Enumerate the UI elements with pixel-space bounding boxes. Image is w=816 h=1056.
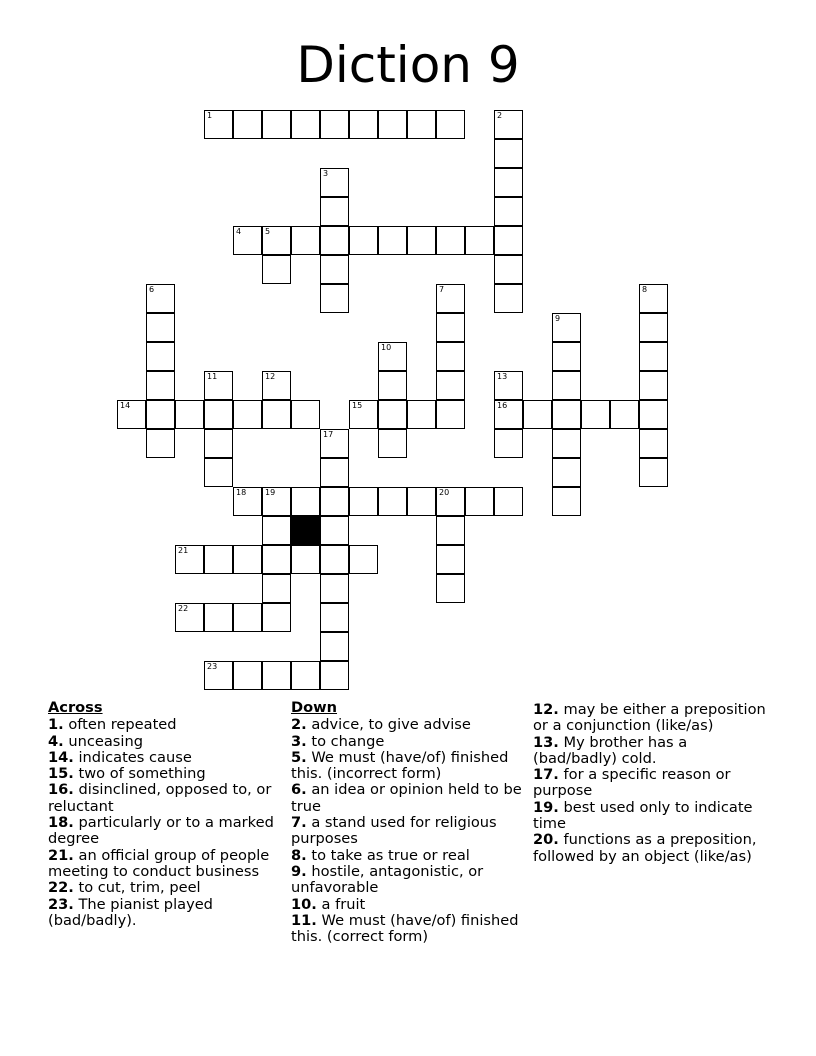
clue-number: 16.	[48, 781, 74, 799]
grid-cell[interactable]	[204, 545, 233, 574]
clue-text: a stand used for religious purposes	[291, 814, 497, 848]
clue-number: 10.	[291, 895, 317, 913]
across-heading: Across	[48, 699, 103, 716]
clue-number: 11.	[291, 911, 317, 929]
clue-number: 15.	[48, 765, 74, 783]
grid-cell[interactable]	[378, 400, 407, 429]
cell-number: 5	[265, 227, 271, 236]
clue-text: particularly or to a marked degree	[48, 814, 274, 848]
grid-cell[interactable]	[262, 487, 291, 516]
grid-cell[interactable]	[465, 226, 494, 255]
grid-cell[interactable]	[552, 342, 581, 371]
clue-number: 3.	[291, 732, 307, 750]
grid-cell[interactable]	[494, 110, 523, 139]
grid-cell[interactable]	[639, 284, 668, 313]
grid-cell[interactable]	[320, 458, 349, 487]
grid-cell[interactable]	[610, 400, 639, 429]
grid-cell[interactable]	[581, 400, 610, 429]
grid-cell[interactable]	[175, 545, 204, 574]
grid-cell[interactable]	[146, 429, 175, 458]
grid-cell[interactable]	[552, 400, 581, 429]
grid-cell[interactable]	[494, 429, 523, 458]
down-clues	[291, 700, 526, 945]
grid-cell[interactable]	[494, 197, 523, 226]
clue-number: 5.	[291, 748, 307, 766]
grid-cell[interactable]	[494, 139, 523, 168]
grid-cell[interactable]	[320, 197, 349, 226]
grid-cell[interactable]	[407, 110, 436, 139]
grid-cell[interactable]	[320, 226, 349, 255]
clue-text: for a specific reason or purpose	[533, 766, 731, 800]
grid-cell[interactable]	[320, 110, 349, 139]
clue-number: 22.	[48, 879, 74, 897]
clue-8	[291, 848, 526, 864]
grid-cell[interactable]	[204, 400, 233, 429]
grid-cell[interactable]	[494, 400, 523, 429]
clue-number: 2.	[291, 716, 307, 734]
grid-cell[interactable]	[436, 400, 465, 429]
grid-cell[interactable]	[233, 545, 262, 574]
clue-text: hostile, antagonistic, or unfavorable	[291, 862, 484, 897]
grid-cell[interactable]	[436, 487, 465, 516]
grid-cell[interactable]	[378, 487, 407, 516]
cell-number: 12	[265, 372, 276, 381]
clue-number: 7.	[291, 814, 307, 832]
grid-cell[interactable]	[436, 371, 465, 400]
grid-cell[interactable]	[204, 429, 233, 458]
grid-cell[interactable]	[262, 255, 291, 284]
grid-cell[interactable]	[291, 545, 320, 574]
grid-cell[interactable]	[320, 574, 349, 603]
cell-number: 6	[149, 285, 155, 294]
cell-number: 16	[497, 401, 508, 410]
clue-13	[533, 735, 768, 768]
cell-number: 8	[642, 285, 648, 294]
grid-cell[interactable]	[262, 574, 291, 603]
grid-cell[interactable]	[552, 371, 581, 400]
grid-cell[interactable]	[494, 284, 523, 313]
clue-number: 19.	[533, 798, 559, 816]
grid-cell[interactable]	[349, 110, 378, 139]
grid-cell[interactable]	[465, 487, 494, 516]
clue-text: unceasing	[63, 732, 143, 750]
grid-cell[interactable]	[523, 400, 552, 429]
clue-3	[291, 734, 526, 750]
grid-cell[interactable]	[262, 400, 291, 429]
grid-cell[interactable]	[407, 400, 436, 429]
clue-text: to take as true or real	[306, 846, 470, 864]
grid-cell[interactable]	[639, 371, 668, 400]
grid-cell[interactable]	[494, 255, 523, 284]
grid-cell[interactable]	[146, 284, 175, 313]
cell-number: 22	[178, 604, 189, 613]
cell-number: 1	[207, 111, 213, 120]
grid-cell[interactable]	[175, 603, 204, 632]
grid-cell[interactable]	[320, 516, 349, 545]
grid-cell[interactable]	[262, 110, 291, 139]
grid-cell[interactable]	[552, 313, 581, 342]
across-clues	[48, 700, 283, 929]
clue-9	[291, 864, 526, 897]
grid-cell[interactable]	[349, 400, 378, 429]
grid-cell[interactable]	[436, 516, 465, 545]
clue-4	[48, 734, 283, 750]
grid-cell[interactable]	[233, 110, 262, 139]
clue-number: 9.	[291, 862, 307, 880]
clue-10	[291, 897, 526, 913]
grid-cell[interactable]	[204, 603, 233, 632]
clue-text: We must (have/of) finished this. (incorrect form)	[291, 748, 509, 783]
clue-text: two of something	[73, 765, 206, 783]
clue-16	[48, 782, 283, 815]
clue-14	[48, 750, 283, 766]
clue-2	[291, 717, 526, 733]
grid-cell[interactable]	[146, 371, 175, 400]
grid-cell[interactable]	[204, 110, 233, 139]
clue-number: 4.	[48, 732, 64, 750]
clue-21	[48, 848, 283, 881]
clue-number: 23.	[48, 895, 74, 913]
grid-cell[interactable]	[494, 168, 523, 197]
clue-text: a fruit	[316, 895, 366, 913]
grid-cell[interactable]	[320, 632, 349, 661]
clue-text: indicates cause	[73, 748, 192, 766]
clue-text: to change	[306, 732, 385, 750]
clue-19	[533, 800, 768, 833]
grid-cell[interactable]	[436, 545, 465, 574]
grid-cell[interactable]	[233, 400, 262, 429]
grid-cell[interactable]	[262, 603, 291, 632]
grid-cell[interactable]	[320, 545, 349, 574]
grid-cell[interactable]	[291, 661, 320, 690]
grid-cell[interactable]	[291, 400, 320, 429]
grid-cell[interactable]	[117, 400, 146, 429]
grid-cell[interactable]	[320, 603, 349, 632]
grid-cell[interactable]	[291, 226, 320, 255]
grid-cell[interactable]	[262, 371, 291, 400]
grid-cell[interactable]	[233, 226, 262, 255]
grid-cell[interactable]	[291, 110, 320, 139]
clue-number: 6.	[291, 781, 307, 799]
grid-cell[interactable]	[378, 342, 407, 371]
cell-number: 11	[207, 372, 218, 381]
grid-cell[interactable]	[320, 168, 349, 197]
clue-text: may be either a preposition or a conjunction (like/as)	[533, 701, 766, 735]
grid-cell[interactable]	[639, 400, 668, 429]
grid-cell[interactable]	[378, 110, 407, 139]
clue-20	[533, 832, 768, 865]
grid-cell[interactable]	[146, 313, 175, 342]
grid-cell[interactable]	[320, 661, 349, 690]
clue-number: 20.	[533, 831, 559, 849]
cell-number: 9	[555, 314, 561, 323]
grid-cell[interactable]	[494, 226, 523, 255]
clue-1	[48, 717, 283, 733]
grid-cell[interactable]	[552, 429, 581, 458]
cell-number: 15	[352, 401, 363, 410]
cell-number: 21	[178, 546, 189, 555]
clue-23	[48, 897, 283, 930]
grid-cell[interactable]	[436, 574, 465, 603]
grid-cell[interactable]	[639, 313, 668, 342]
cell-number: 7	[439, 285, 445, 294]
grid-cell[interactable]	[320, 429, 349, 458]
grid-cell[interactable]	[494, 487, 523, 516]
grid-cell[interactable]	[436, 342, 465, 371]
clue-22	[48, 880, 283, 896]
cell-number: 19	[265, 488, 276, 497]
puzzle-title: Diction 9	[296, 36, 520, 94]
grid-cell[interactable]	[262, 661, 291, 690]
clue-text: an idea or opinion held to be true	[291, 781, 522, 815]
clue-number: 21.	[48, 846, 74, 864]
clue-number: 1.	[48, 716, 64, 734]
clue-text: advice, to give advise	[306, 716, 471, 734]
grid-cell[interactable]	[378, 429, 407, 458]
clue-18	[48, 815, 283, 848]
grid-cell[interactable]	[639, 458, 668, 487]
cell-number: 18	[236, 488, 247, 497]
grid-cell[interactable]	[320, 255, 349, 284]
grid-cell[interactable]	[262, 226, 291, 255]
clue-number: 17.	[533, 766, 559, 784]
grid-cell[interactable]	[291, 487, 320, 516]
black-square	[291, 516, 320, 545]
grid-cell[interactable]	[204, 371, 233, 400]
grid-cell[interactable]	[262, 516, 291, 545]
clue-15	[48, 766, 283, 782]
clue-text: best used only to indicate time	[533, 798, 753, 833]
clue-12	[533, 702, 768, 735]
clue-text: functions as a preposition, followed by an object (like/as)	[533, 831, 757, 865]
clue-6	[291, 782, 526, 815]
clue-5	[291, 750, 526, 783]
grid-cell[interactable]	[407, 226, 436, 255]
grid-cell[interactable]	[233, 487, 262, 516]
grid-cell[interactable]	[204, 661, 233, 690]
grid-cell[interactable]	[175, 400, 204, 429]
grid-cell[interactable]	[349, 226, 378, 255]
cell-number: 2	[497, 111, 503, 120]
grid-cell[interactable]	[552, 487, 581, 516]
clue-7	[291, 815, 526, 848]
clue-number: 13.	[533, 733, 559, 751]
clue-text: My brother has a (bad/badly) cold.	[533, 733, 688, 767]
cell-number: 23	[207, 662, 218, 671]
clue-text: The pianist played (bad/badly).	[48, 895, 213, 929]
clue-17	[533, 767, 768, 800]
grid-cell[interactable]	[320, 487, 349, 516]
grid-cell[interactable]	[639, 342, 668, 371]
grid-cell[interactable]	[436, 110, 465, 139]
grid-cell[interactable]	[233, 603, 262, 632]
grid-cell[interactable]	[146, 342, 175, 371]
clue-11	[291, 913, 526, 946]
grid-cell[interactable]	[349, 545, 378, 574]
cell-number: 4	[236, 227, 242, 236]
cell-number: 13	[497, 372, 508, 381]
clue-text: disinclined, opposed to, or reluctant	[48, 781, 272, 815]
grid-cell[interactable]	[204, 458, 233, 487]
clue-text: an official group of people meeting to conduct business	[48, 846, 270, 880]
grid-cell[interactable]	[639, 429, 668, 458]
clue-number: 18.	[48, 814, 74, 832]
cell-number: 17	[323, 430, 334, 439]
grid-cell[interactable]	[407, 487, 436, 516]
cell-number: 3	[323, 169, 329, 178]
cell-number: 14	[120, 401, 131, 410]
cell-number: 20	[439, 488, 450, 497]
grid-cell[interactable]	[436, 226, 465, 255]
grid-cell[interactable]	[378, 371, 407, 400]
grid-cell[interactable]	[233, 661, 262, 690]
clue-text: to cut, trim, peel	[73, 879, 201, 897]
grid-cell[interactable]	[436, 313, 465, 342]
grid-cell[interactable]	[436, 284, 465, 313]
grid-cell[interactable]	[349, 487, 378, 516]
grid-cell[interactable]	[262, 545, 291, 574]
grid-cell[interactable]	[320, 284, 349, 313]
grid-cell[interactable]	[552, 458, 581, 487]
clue-number: 8.	[291, 846, 307, 864]
down-heading: Down	[291, 699, 338, 716]
clue-number: 12.	[533, 701, 559, 718]
grid-cell[interactable]	[378, 226, 407, 255]
clue-number: 14.	[48, 748, 74, 766]
down-clues-continued	[533, 702, 768, 865]
clue-text: often repeated	[63, 716, 177, 734]
grid-cell[interactable]	[146, 400, 175, 429]
clue-text: We must (have/of) finished this. (correct form)	[291, 911, 519, 946]
grid-cell[interactable]	[494, 371, 523, 400]
cell-number: 10	[381, 343, 392, 352]
